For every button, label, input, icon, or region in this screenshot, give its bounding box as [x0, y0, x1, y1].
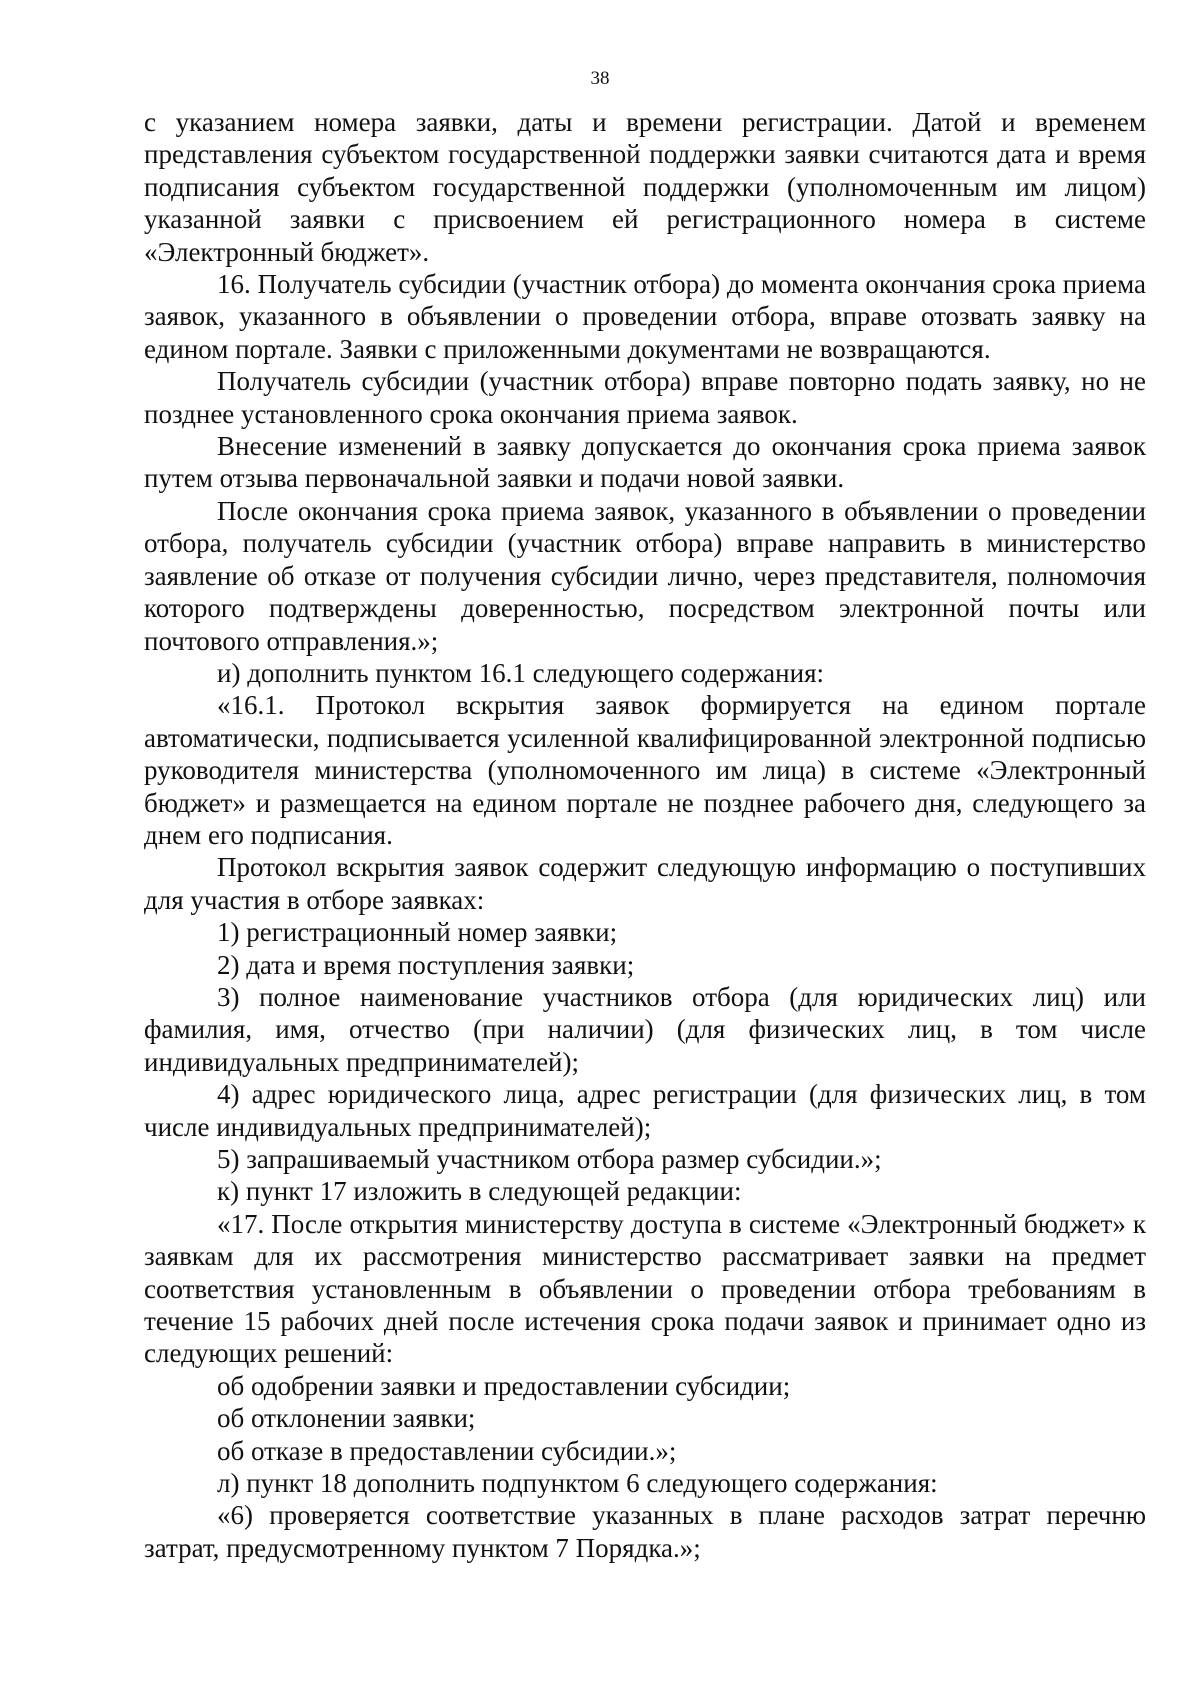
list-item: об одобрении заявки и предоставлении субсидии; — [217, 1370, 791, 1401]
paragraph: «16.1. Протокол вскрытия заявок формируется на едином портале автоматически, подписывается усиленной квалифицированной электронной подписью руководителя министерства (уполномоченного им лица) в системе «Электронный бюджет» и размещается на едином портале не позднее рабочего дня, следующего за днем его подписания. — [144, 690, 1146, 850]
list-item: 2) дата и время поступления заявки; — [217, 949, 635, 980]
list-item: 3) полное наименование участников отбора (для юридических лиц) или фамилия, имя, отчество (при наличии) (для физических лиц, в том числе индивидуальных предпринимателей); — [144, 981, 1146, 1077]
paragraph: 16. Получатель субсидии (участник отбора) до момента окончания срока приема заявок, указанного в объявлении о проведении отбора, вправе отозвать заявку на едином портале. Заявки с приложенными документами не возвращаются. — [144, 269, 1146, 364]
list-item: 5) запрашиваемый участником отбора размер субсидии.»; — [217, 1144, 882, 1174]
list-item: об отклонении заявки; — [217, 1403, 476, 1434]
paragraph: Внесение изменений в заявку допускается до окончания срока приема заявок путем отзыва первоначальной заявки и подачи новой заявки. — [144, 431, 1146, 494]
paragraph: «17. После открытия министерству доступа в системе «Электронный бюджет» к заявкам для их рассмотрения министерство рассматривает заявки на предмет соответствия установленным в объявлении о проведении отбора требованиям в течение 15 рабочих дней после истечения срока подачи заявок и принимает одно из следующих решений: — [144, 1208, 1146, 1369]
page-number: 38 — [590, 68, 610, 89]
paragraph: После окончания срока приема заявок, указанного в объявлении о проведении отбора, получатель субсидии (участник отбора) вправе направить в министерство заявление об отказе от получения субсидии лично, через представителя, полномочия которого подтверждены доверенностью, посредством электронной почты или почтового отправления.»; — [144, 495, 1146, 656]
paragraph: Получатель субсидии (участник отбора) вправе повторно подать заявку, но не позднее установленного срока окончания приема заявок. — [144, 366, 1146, 429]
paragraph: «6) проверяется соответствие указанных в плане расходов затрат перечню затрат, предусмотренному пунктом 7 Порядка.»; — [144, 1500, 1146, 1563]
list-item: 4) адрес юридического лица, адрес регистрации (для физических лиц, в том числе индивидуальных предпринимателей); — [144, 1079, 1146, 1142]
paragraph: к) пункт 17 изложить в следующей редакции: — [217, 1176, 742, 1207]
paragraph: Протокол вскрытия заявок содержит следующую информацию о поступивших для участия в отборе заявках: — [144, 852, 1146, 915]
list-item: об отказе в предоставлении субсидии.»; — [217, 1435, 677, 1466]
paragraph: л) пункт 18 дополнить подпунктом 6 следующего содержания: — [217, 1468, 938, 1499]
list-item: 1) регистрационный номер заявки; — [217, 917, 618, 948]
paragraph: с указанием номера заявки, даты и времени регистрации. Датой и временем представления субъектом государственной поддержки заявки считаются дата и время подписания субъектом государственной поддержки (уполномоченным им лицом) указанной заявки с присвоением ей регистрационного номера в системе «Электронный бюджет». — [144, 107, 1146, 267]
document-body — [144, 106, 1146, 1564]
paragraph: и) дополнить пунктом 16.1 следующего содержания: — [217, 657, 824, 688]
